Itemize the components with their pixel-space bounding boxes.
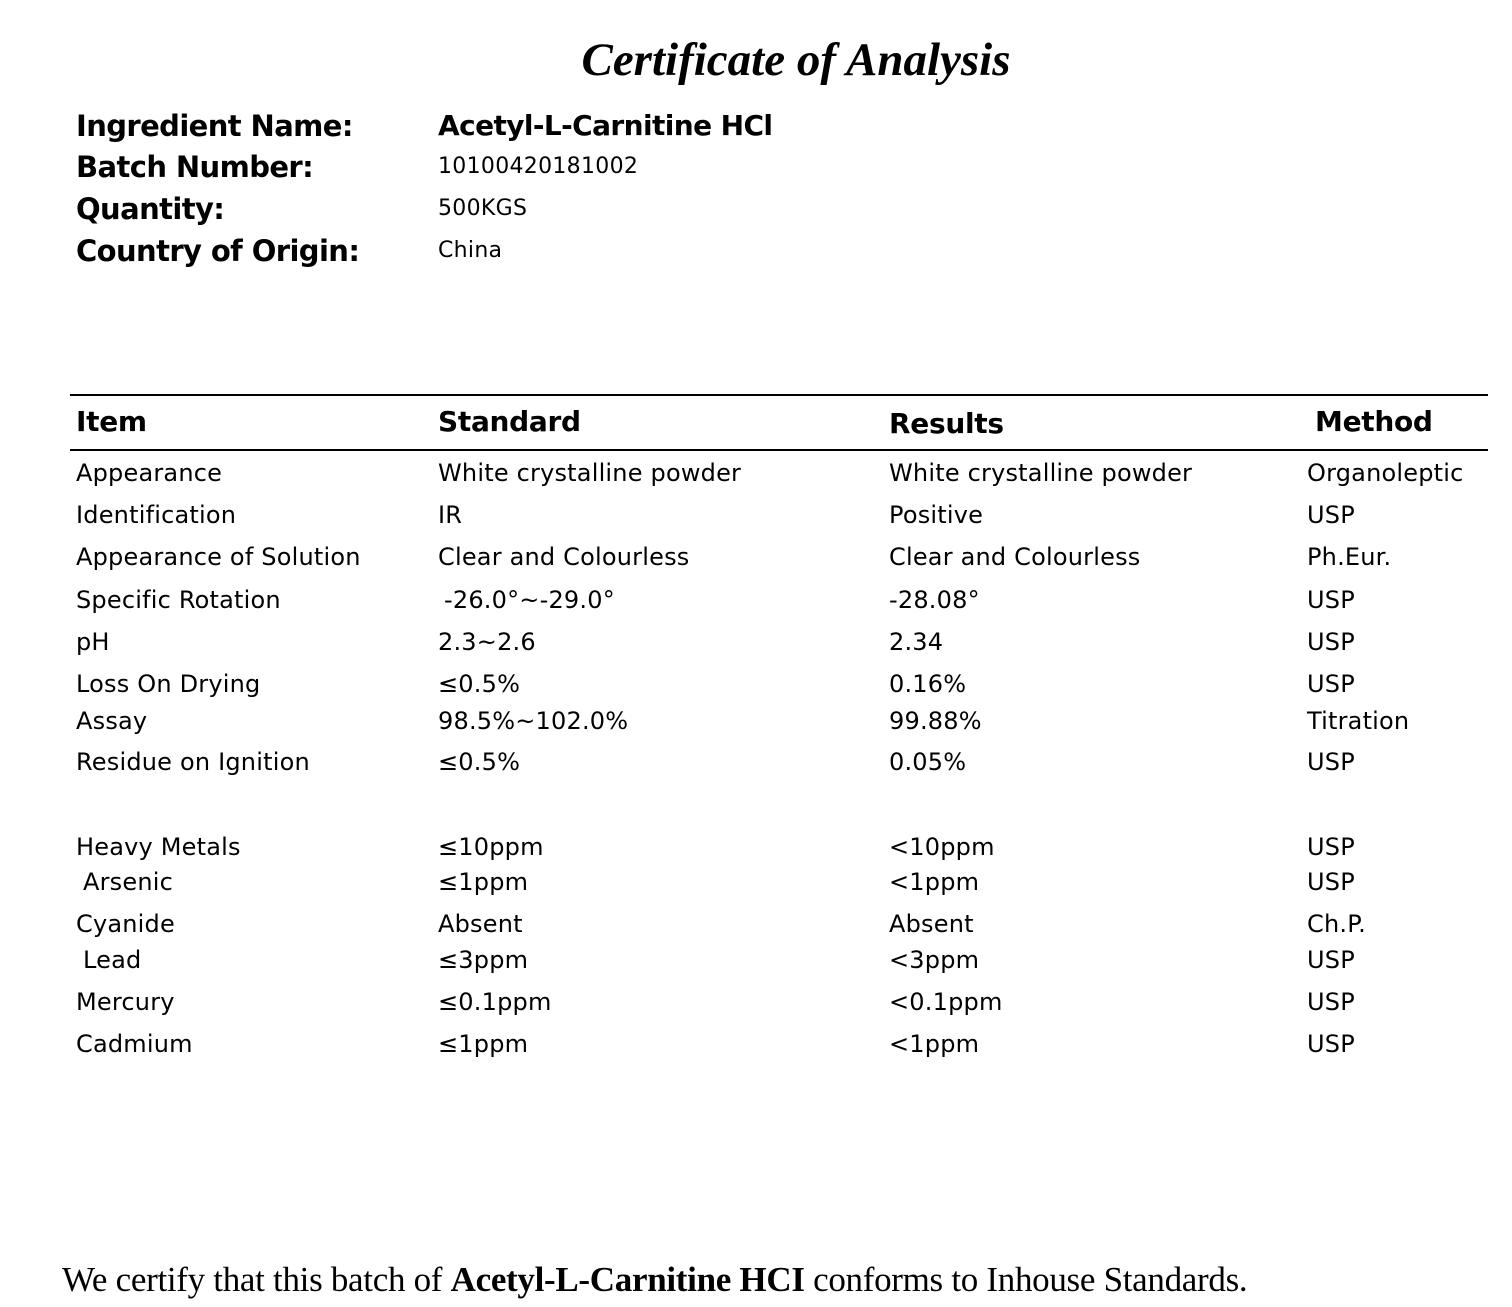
table-row [0, 583, 1512, 617]
standard-cell: Absent [438, 910, 523, 938]
method-cell: USP [1307, 586, 1355, 614]
table-row [0, 1027, 1512, 1061]
result-cell: -28.08° [889, 586, 980, 614]
table-header [0, 400, 1512, 444]
result-cell: <0.1ppm [889, 988, 1003, 1016]
result-cell: 2.34 [889, 628, 944, 656]
result-cell: 0.16% [889, 670, 967, 698]
result-cell: White crystalline powder [889, 459, 1193, 487]
table-row [0, 704, 1512, 738]
standard-cell: ≤0.5% [438, 748, 521, 776]
standard-cell: 98.5%~102.0% [438, 707, 629, 735]
table-row [0, 830, 1512, 864]
result-cell: <3ppm [889, 946, 980, 974]
method-cell: Ch.P. [1307, 910, 1366, 938]
country-of-origin-value: China [438, 238, 503, 263]
method-cell: USP [1307, 670, 1355, 698]
item-cell: Lead [83, 946, 142, 974]
result-cell: <1ppm [889, 1030, 980, 1058]
item-cell: Assay [76, 707, 148, 735]
method-cell: USP [1307, 988, 1355, 1016]
standard-cell: Clear and Colourless [438, 543, 690, 571]
table-row [0, 745, 1512, 779]
table-row [0, 865, 1512, 899]
method-cell: USP [1307, 868, 1355, 896]
item-cell: Mercury [76, 988, 175, 1016]
standard-cell: ≤3ppm [438, 946, 529, 974]
header-item: Item [76, 405, 147, 438]
method-cell: USP [1307, 946, 1355, 974]
standard-cell: ≤1ppm [438, 1030, 529, 1058]
item-cell: Appearance [76, 459, 223, 487]
statement-product-name: Acetyl-L-Carnitine HCI [450, 1260, 805, 1299]
certification-statement [62, 1255, 1247, 1305]
result-cell: <10ppm [889, 833, 995, 861]
method-cell: Titration [1307, 707, 1410, 735]
standard-cell: ≤0.1ppm [438, 988, 552, 1016]
standard-cell: 2.3~2.6 [438, 628, 536, 656]
item-cell: Loss On Drying [76, 670, 261, 698]
method-cell: USP [1307, 501, 1355, 529]
table-row [0, 985, 1512, 1019]
quantity-value: 500KGS [438, 196, 528, 221]
table-row [0, 456, 1512, 490]
ingredient-name-value: Acetyl-L-Carnitine HCl [438, 109, 773, 142]
method-cell: Organoleptic [1307, 459, 1464, 487]
result-cell: <1ppm [889, 868, 980, 896]
table-row [0, 625, 1512, 659]
item-cell: Heavy Metals [76, 833, 241, 861]
standard-cell: ≤10ppm [438, 833, 544, 861]
table-row [0, 540, 1512, 574]
item-cell: Cyanide [76, 910, 175, 938]
standard-cell: ≤0.5% [438, 670, 521, 698]
table-top-rule [70, 394, 1488, 396]
standard-cell: ≤1ppm [438, 868, 529, 896]
ingredient-name-label: Ingredient Name: [76, 109, 353, 143]
header-results: Results [889, 407, 1004, 440]
method-cell: USP [1307, 833, 1355, 861]
item-cell: Cadmium [76, 1030, 193, 1058]
standard-cell: White crystalline powder [438, 459, 742, 487]
method-cell: USP [1307, 748, 1355, 776]
result-cell: 0.05% [889, 748, 967, 776]
method-cell: USP [1307, 1030, 1355, 1058]
result-cell: Positive [889, 501, 984, 529]
item-cell: Specific Rotation [76, 586, 281, 614]
result-cell: Clear and Colourless [889, 543, 1141, 571]
batch-number-value: 10100420181002 [438, 154, 639, 179]
statement-prefix: We certify that this batch of [62, 1260, 451, 1299]
table-header-rule [70, 449, 1488, 451]
result-cell: Absent [889, 910, 974, 938]
result-cell: 99.88% [889, 707, 982, 735]
standard-cell: IR [438, 501, 463, 529]
item-cell: Identification [76, 501, 237, 529]
table-row [0, 498, 1512, 532]
standard-cell: -26.0°~-29.0° [444, 586, 615, 614]
statement-suffix: conforms to Inhouse Standards. [804, 1260, 1248, 1299]
item-cell: Residue on Ignition [76, 748, 310, 776]
item-cell: Appearance of Solution [76, 543, 361, 571]
item-cell: Arsenic [83, 868, 174, 896]
header-method: Method [1315, 405, 1433, 438]
header-standard: Standard [438, 405, 581, 438]
document-title: Certificate of Analysis [581, 34, 1011, 86]
table-row [0, 667, 1512, 701]
table-row [0, 907, 1512, 941]
item-cell: pH [76, 628, 110, 656]
batch-number-label: Batch Number: [76, 150, 314, 184]
table-row [0, 943, 1512, 977]
quantity-label: Quantity: [76, 192, 225, 226]
method-cell: USP [1307, 628, 1355, 656]
method-cell: Ph.Eur. [1307, 543, 1392, 571]
country-of-origin-label: Country of Origin: [76, 234, 360, 268]
